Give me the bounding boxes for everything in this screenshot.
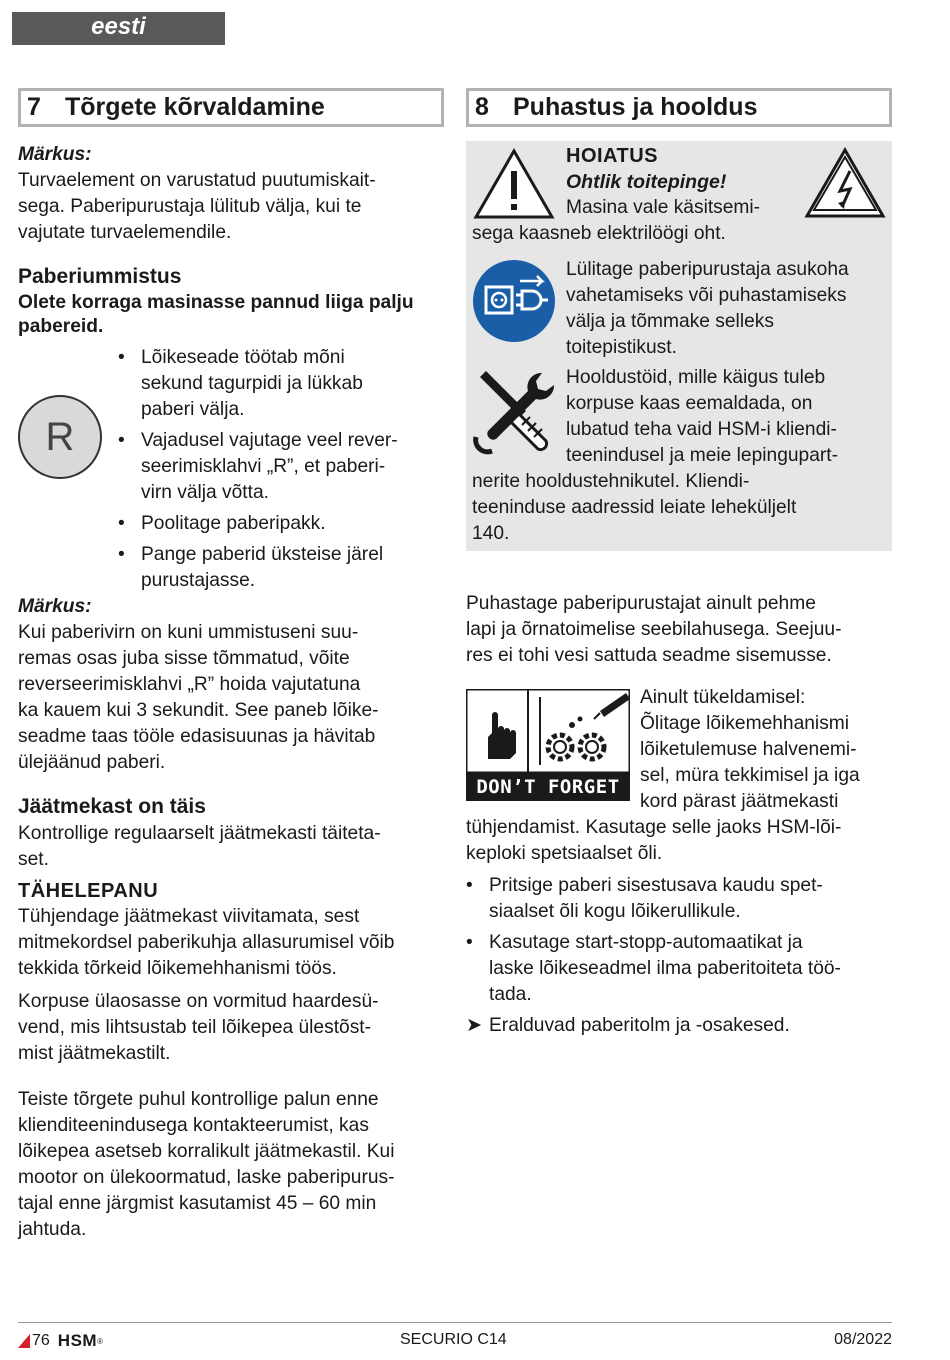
note-text-line: Turvaelement on varustatud puutumiskait-	[18, 170, 376, 191]
note-1	[18, 142, 444, 246]
note-text-line: sega. Paberipurustaja lülitub välja, kui te	[18, 196, 362, 217]
handle-text-line: Korpuse ülaosasse on vormitud haardesü-	[18, 991, 379, 1012]
section-troubleshooting	[18, 88, 444, 1243]
list-item: • Vajadusel vajutage veel rever- seerimisklahvi „R”, et paberi- virn välja võtta.	[118, 428, 444, 506]
oil-text-line: sel, müra tekkimisel ja iga	[640, 765, 860, 786]
other-text-line: Teiste tõrgete puhul kontrollige palun enne	[18, 1089, 379, 1110]
reverse-button-icon: R	[18, 395, 102, 479]
section-cleaning	[466, 88, 892, 1039]
handle-text-line: mist jäätmekastilt.	[18, 1043, 171, 1064]
brand-logo: HSM	[57, 1331, 98, 1350]
electric-shock-icon	[804, 147, 886, 219]
unplug-text-line: vahetamiseks või puhastamiseks	[566, 285, 847, 306]
caution-text-line: tekkida tõrkeid lõikemehhanismi töös.	[18, 958, 337, 979]
result-arrow-icon: ➤	[466, 1015, 483, 1036]
oil-text-line: kord pärast jäätmekasti	[640, 791, 839, 812]
warning-heading: HOIATUS	[566, 145, 659, 167]
oil-text-line: tühjendamist. Kasutage selle jaoks HSM-lõi-	[466, 817, 842, 838]
oil-text-line: lõiketulemuse halvenemi-	[640, 739, 857, 760]
service-text-line: nerite hooldustehnikutel. Kliendi-	[472, 471, 750, 492]
bin-full-block	[18, 793, 444, 873]
caution-block	[18, 878, 444, 1067]
warning-triangle-icon	[472, 147, 556, 221]
paper-jam-heading: Paberiummistus	[18, 265, 182, 288]
cleaning-block	[466, 591, 892, 669]
bin-text-line: Kontrollige regulaarselt jäätmekasti täiteta-	[18, 823, 381, 844]
section-number: 8	[475, 93, 489, 121]
caution-text-line: mitmekordsel paberikuhja allasurumisel võib	[18, 932, 395, 953]
other-text-line: tajal enne järgmist kasutamist 45 – 60 min	[18, 1193, 377, 1214]
warning-subheading: Ohtlik toitepinge!	[566, 171, 727, 193]
list-item: • Pritsige paberi sisestusava kaudu spet- siaalset õli kogu lõikerullikule.	[466, 873, 892, 925]
other-text-line: jahtuda.	[18, 1219, 87, 1240]
caution-text-line: Tühjendage jäätmekast viivitamata, sest	[18, 906, 360, 927]
section-title-8	[466, 88, 892, 127]
warning-text-line: Masina vale käsitsemi-	[566, 197, 761, 218]
section-number: 7	[27, 93, 41, 121]
note-text-line: Kui paberivirn on kuni ummistuseni suu-	[18, 622, 359, 643]
warning-box	[466, 141, 892, 551]
brand-registered-mark: ®	[97, 1336, 103, 1346]
other-faults-block	[18, 1087, 444, 1243]
list-item: • Pange paberid üksteise järel purustajasse.	[118, 542, 444, 594]
other-text-line: lõikepea asetseb korralikult jäätmekastil. Kui	[18, 1141, 395, 1162]
section-title-text: Tõrgete kõrvaldamine	[65, 93, 325, 121]
note-text-line: reverseerimisklahvi „R” hoida vajutatuna	[18, 674, 361, 695]
service-text-line: Hooldustöid, mille käigus tuleb	[566, 367, 826, 388]
note-text-line: ka kauem kui 3 sekundit. See paneb lõike-	[18, 700, 379, 721]
section-title-7	[18, 88, 444, 127]
service-text-line: teeninduse aadressid leiate leheküljelt	[472, 497, 797, 518]
dont-forget-label: DON’T FORGET	[466, 773, 630, 801]
unplug-mandatory-icon	[472, 259, 556, 343]
note-text-line: vajutate turvaelemendile.	[18, 222, 232, 243]
service-text-line: korpuse kaas eemaldada, on	[566, 393, 813, 414]
model-name: SECURIO C14	[400, 1331, 507, 1348]
page-marker-icon	[18, 1334, 30, 1348]
page-footer	[18, 1322, 892, 1354]
paper-jam-steps	[18, 345, 444, 594]
oil-text-line: Ainult tükeldamisel:	[640, 687, 806, 708]
paper-jam-intro: Olete korraga masinasse pannud liiga palju	[18, 292, 414, 313]
handle-text-line: vend, mis lihtsustab teil lõikepea ülestõst-	[18, 1017, 372, 1038]
list-item: • Kasutage start-stopp-automaatikat ja laske lõikeseadmel ilma paberitoiteta töö- tada.	[466, 930, 892, 1008]
oil-text-line: keploki spetsiaalset õli.	[466, 843, 663, 864]
dont-forget-icon	[466, 689, 630, 801]
unplug-text-line: toitepistikust.	[566, 337, 677, 358]
unplug-text-line: Lülitage paberipurustaja asukoha	[566, 259, 849, 280]
clean-text-line: res ei tohi vesi sattuda seadme sisemusse.	[466, 645, 832, 666]
oil-gear-icon	[466, 689, 630, 773]
paper-jam-intro: pabereid.	[18, 316, 104, 337]
clean-text-line: Puhastage paberipurustajat ainult pehme	[466, 593, 816, 614]
note-heading: Märkus:	[18, 596, 92, 617]
section-title-text: Puhastus ja hooldus	[513, 93, 758, 121]
oil-steps-list	[466, 873, 892, 1008]
footer-date: 08/2022	[834, 1331, 892, 1348]
other-text-line: mootor on ülekoormatud, laske paberipurus-	[18, 1167, 395, 1188]
tools-icon	[472, 367, 558, 457]
paper-jam-list	[118, 345, 444, 594]
service-text-line: teenindusel ja meie lepingupart-	[566, 445, 838, 466]
list-item: • Poolitage paberipakk.	[118, 511, 444, 537]
result-line: ➤ Eralduvad paberitolm ja -osakesed.	[466, 1013, 892, 1039]
page-number: 76	[32, 1332, 50, 1349]
note-text-line: seadme taas tööle edasisuunas ja hävitab	[18, 726, 376, 747]
footer-left	[18, 1331, 103, 1351]
caution-heading: TÄHELEPANU	[18, 880, 159, 902]
warning-text-line: sega kaasneb elektrilöögi oht.	[472, 223, 726, 244]
paper-jam-block	[18, 263, 444, 594]
bin-full-heading: Jäätmekast on täis	[18, 795, 206, 818]
service-text-line: 140.	[472, 523, 510, 544]
other-text-line: klienditeenindusega kontakteerumist, kas	[18, 1115, 369, 1136]
note-text-line: ülejäänud paberi.	[18, 752, 166, 773]
oil-text-line: Õlitage lõikemehhanismi	[640, 713, 850, 734]
oiling-block	[466, 685, 892, 1039]
clean-text-line: lapi ja õrnatoimelise seebilahusega. Seejuu-	[466, 619, 842, 640]
note-heading: Märkus:	[18, 144, 92, 165]
unplug-text-line: välja ja tõmmake selleks	[566, 311, 774, 332]
bin-text-line: set.	[18, 849, 49, 870]
service-text-line: lubatud teha vaid HSM-i kliendi-	[566, 419, 837, 440]
note-text-line: remas osas juba sisse tõmmatud, võite	[18, 648, 350, 669]
note-2	[18, 594, 444, 776]
language-tab: eesti	[12, 12, 225, 45]
list-item: • Lõikeseade töötab mõni sekund tagurpidi ja lükkab paberi välja.	[118, 345, 444, 423]
